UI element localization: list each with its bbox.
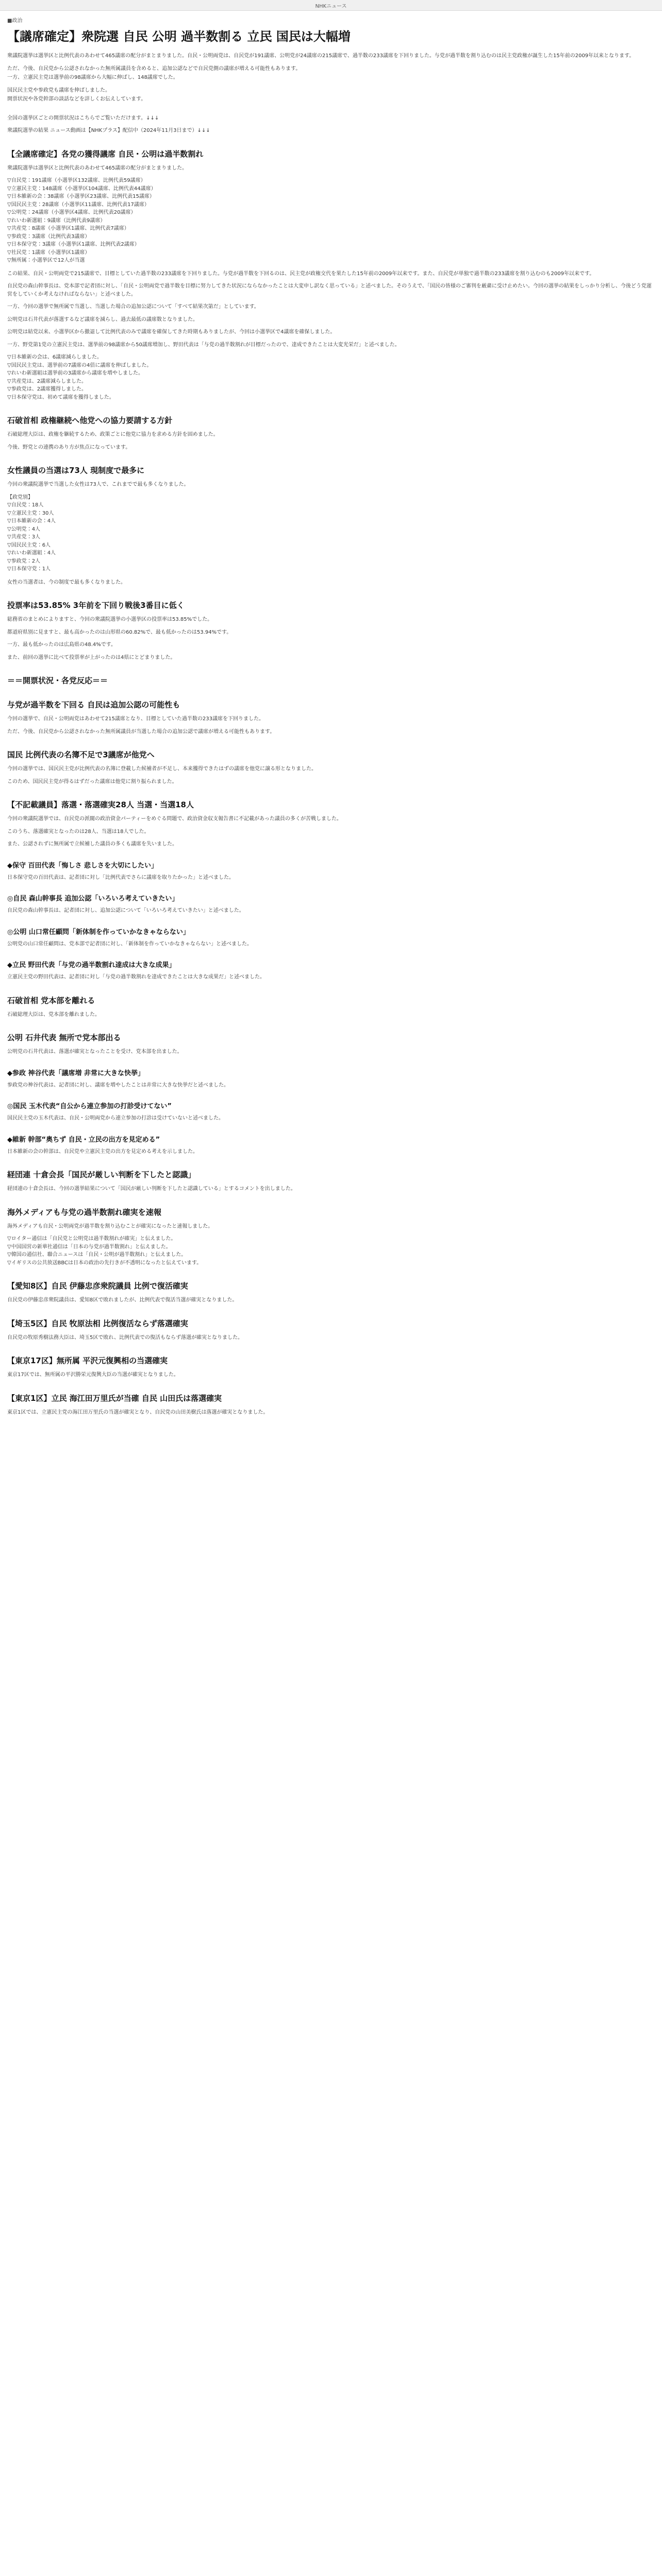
- women-list-item: ▽自民党：18人: [7, 502, 44, 509]
- women-list-item: ▽れいわ新選組：4人: [7, 550, 56, 556]
- quote-text: 立憲民主党の野田代表は、記者団に対し「与党の過半数割れを達成できたことは大きな成果だ」と述べました。: [7, 974, 265, 980]
- list-label: 【政党別】: [7, 494, 33, 500]
- section-paragraph: このうち、落選確実となったのは28人、当選は18人でした。: [7, 828, 150, 835]
- quote-title: ◆維新 幹部“奥ちず 自民・立民の出方を見定める”: [7, 1136, 160, 1144]
- quote-text: 公明党の山口常任顧問は、党本部で記者団に対し、「新体制を作っていかなきゃならない」と述べました。: [7, 941, 252, 947]
- seat-list-item: ▽日本保守党：3議席（小選挙区1議席、比例代表2議席）: [7, 242, 140, 248]
- district-text: 自民党の牧原秀樹法務大臣は、埼玉5区で敗れ、比例代表での復活もならず落選が確実となりました。: [7, 1334, 243, 1341]
- section-paragraph: 今回の選挙では、国民民主党が比例代表の名簿に登載した候補者が不足し、本来獲得できたはずの議席を他党に譲る形となりました。: [7, 766, 317, 772]
- category-label: ■政治: [7, 18, 23, 24]
- lead-paragraph: 開票状況や各党幹部の談話などを詳しくお伝えしています。: [7, 96, 146, 103]
- article: [0, 11, 662, 1442]
- site-title: NHKニュース: [315, 4, 347, 9]
- party-change-item: ▽共産党は、2議席減らしました。: [7, 378, 87, 384]
- women-list-item: ▽日本維新の会：4人: [7, 518, 56, 524]
- section-title: 石破首相 党本部を離れる: [7, 995, 95, 1005]
- section-paragraph: 今回の衆議院選挙では、自民党の派閥の政治資金パーティーをめぐる問題で、政治資金収支報告書に不記載があった議員の多くが苦戦しました。: [7, 816, 342, 822]
- seat-list-item: ▽公明党：24議席（小選挙区4議席、比例代表20議席）: [7, 210, 136, 216]
- quote-title: ◎国民 玉木代表“自公から連立参加の打診受けてない”: [7, 1103, 172, 1111]
- seat-list-item: ▽自民党：191議席（小選挙区132議席、比例代表59議席）: [7, 178, 146, 184]
- section-paragraph: また、前回の選挙に比べて投票率が上がったのは4県にとどまりました。: [7, 654, 176, 660]
- divider-title: ＝＝開票状況・各党反応＝＝: [7, 676, 108, 686]
- party-change-item: ▽国民民主党は、選挙前の7議席の4倍に議席を伸ばしました。: [7, 362, 152, 368]
- section-title: 公明 石井代表 無所で党本部出る: [7, 1033, 121, 1043]
- section-paragraph: 自民党の森山幹事長は、党本部で記者団に対し、「自民・公明両党で過半数を目標に努力してきた状況にならなかったことは大変申し訳なく思っている」と述べました。そのうえで、「国民の皆様のご審判を厳粛に受け止めたい。今回の選挙の結果をしっかり分析し、今後どう党運営をしていくか考えなければならない」と述べました。: [7, 283, 652, 297]
- district-title: 【東京1区】立民 海江田万里氏が当確 自民 山田氏は落選確実: [7, 1393, 222, 1403]
- section-paragraph: ただ、今後、自民党から公認されなかった無所属議員が当選した場合の追加公認で議席が増える可能性もあります。: [7, 728, 275, 735]
- quote-title: ◆参政 神谷代表「議席増 非常に大きな快挙」: [7, 1069, 145, 1077]
- section-paragraph: 総務省のまとめによりますと、今回の衆議院選挙の小選挙区の投票率は53.85%でした。: [7, 617, 213, 623]
- district-title: 【埼玉5区】自民 牧原法相 比例復活ならず落選確実: [7, 1318, 188, 1328]
- district-text: 東京1区では、立憲民主党の海江田万里氏の当選が確実となり、自民党の山田美樹氏は落選が確実となりました。: [7, 1409, 269, 1415]
- section-title: 海外メディアも与党の過半数割れ確実を速報: [7, 1207, 161, 1217]
- seat-list: [7, 177, 655, 265]
- party-change-item: ▽日本維新の会は、6議席減らしました。: [7, 354, 103, 361]
- lead-paragraph: 衆議院選挙は選挙区と比例代表のあわせて465議席の配分がまとまりました。自民・公明両党は、自民党が191議席、公明党が24議席の215議席で、過半数の233議席を下回りました。与党が過半数を割り込むのは民主党政権が誕生した15年前の2009年以来となります。: [7, 53, 635, 59]
- seat-list-item: ▽社民党：1議席（小選挙区1議席）: [7, 249, 90, 256]
- quote-text: 日本維新の会の幹部は、自民党や立憲民主党の出方を見定める考えを示しました。: [7, 1148, 198, 1155]
- section-paragraph: 今回の選挙で、自民・公明両党はあわせて215議席となり、目標としていた過半数の233議席を下回りました。: [7, 716, 264, 722]
- quote-title: ◎公明 山口常任顧問「新体制を作っていかなきゃならない」: [7, 928, 190, 936]
- seat-list-item: ▽れいわ新選組：9議席（比例代表9議席）: [7, 217, 106, 224]
- foreign-media-item: ▽韓国の通信社、聯合ニュースは「自民・公明が過半数割れ」と伝えました。: [7, 1252, 187, 1258]
- section-paragraph: 衆議院選挙は選挙区と比例代表のあわせて465議席の配分がまとまりました。: [7, 165, 188, 171]
- quote-title: ◎自民 森山幹事長 追加公認「いろいろ考えていきたい」: [7, 895, 179, 903]
- foreign-media-item: ▽イギリスの公共放送BBCは日本の政治の先行きが不透明になったと伝えています。: [7, 1260, 202, 1266]
- section-title: 経団連 十倉会長「国民が厳しい判断を下したと認識」: [7, 1170, 196, 1180]
- women-list-item: ▽国民民主党：6人: [7, 542, 51, 548]
- article-headline: 【議席確定】衆院選 自民 公明 過半数割る 立民 国民は大幅増: [7, 29, 351, 44]
- section-title: 【不記載議員】落選・落選確実28人 当選・当選18人: [7, 800, 194, 810]
- quote-text: 日本保守党の百田代表は、記者団に対し「比例代表でさらに議席を取りたかった」と述べました。: [7, 874, 234, 880]
- women-list-item: ▽参政党：2人: [7, 558, 41, 564]
- seat-list-item: ▽日本維新の会：38議席（小選挙区23議席、比例代表15議席）: [7, 194, 155, 200]
- lead-paragraph: ただ、今後、自民党から公認されなかった無所属議員を含めると、追加公認などで自民党側の議席が増える可能性もあります。: [7, 65, 301, 72]
- quote-title: ◆立民 野田代表「与党の過半数割れ達成は大きな成果」: [7, 961, 176, 970]
- section-title: 投票率は53.85% 3年前を下回り戦後3番目に低く: [7, 601, 185, 611]
- section-paragraph: 今後、野党との連携のあり方が焦点になっています。: [7, 444, 131, 450]
- women-list: [7, 501, 655, 573]
- lead-paragraph: 一方、立憲民主党は選挙前の98議席から大幅に伸ばし、148議席でした。: [7, 75, 178, 81]
- section-title: 石破首相 政権継続へ他党への協力要請する方針: [7, 416, 173, 426]
- party-change-item: ▽参政党は、2議席獲得しました。: [7, 386, 87, 393]
- section-paragraph: 経団連の十倉会長は、今回の選挙結果について「国民が厳しい判断を下したと認識している」とするコメントを出しました。: [7, 1186, 296, 1192]
- section-paragraph: 公明党は石井代表が落選するなど議席を減らし、過去最低の議席数となりました。: [7, 316, 198, 323]
- section-paragraph: 女性の当選者は、今の制度で最も多くなりました。: [7, 579, 126, 585]
- seat-list-item: ▽無所属：小選挙区で12人が当選: [7, 258, 85, 264]
- district-title: 【東京17区】無所属 平沢元復興相の当選確実: [7, 1356, 168, 1366]
- link-text[interactable]: 全国の選挙区ごとの開票状況はこちらでご覧いただけます。↓↓↓: [7, 115, 159, 121]
- section-paragraph: 一方、野党第1党の立憲民主党は、選挙前の98議席から50議席増加し、野田代表は「与党の過半数割れが目標だったので、達成できたことは大変光栄だ」と述べました。: [7, 342, 400, 348]
- seat-list-item: ▽参政党：3議席（比例代表3議席）: [7, 233, 90, 240]
- section-title: 与党が過半数を下回る 自民は追加公認の可能性も: [7, 700, 180, 710]
- quote-text: 国民民主党の玉木代表は、自民・公明両党から連立参加の打診は受けていないと述べました。: [7, 1115, 224, 1122]
- foreign-media-item: ▽ロイター通信は「自民党と公明党は過半数割れが確実」と伝えました。: [7, 1236, 176, 1242]
- women-list-item: ▽日本保守党：1人: [7, 566, 51, 572]
- party-change-list: [7, 353, 655, 401]
- section-paragraph: 一方、今回の選挙で無所属で当選し、当選した場合の追加公認について「すべて結果次第だ」としています。: [7, 304, 259, 310]
- section-paragraph: また、公認されずに無所属で立候補した議員の多くも議席を失いました。: [7, 841, 177, 848]
- section-paragraph: 公明党の石井代表は、落選が確実となったことを受け、党本部を出ました。: [7, 1049, 183, 1055]
- section-paragraph: 今回の衆議院選挙で当選した女性は73人で、これまでで最も多くなりました。: [7, 482, 189, 488]
- foreign-media-item: ▽中国国営の新華社通信は「日本の与党が過半数割れ」と伝えました。: [7, 1244, 171, 1250]
- seat-list-item: ▽国民民主党：28議席（小選挙区11議席、比例代表17議席）: [7, 201, 150, 208]
- district-text: 東京17区では、無所属の平沢勝栄元復興大臣の当選が確実となりました。: [7, 1372, 179, 1378]
- district-text: 自民党の伊藤忠彦衆院議員は、愛知8区で敗れましたが、比例代表で復活当選が確実となりました。: [7, 1297, 238, 1303]
- link-text[interactable]: 衆議院選挙の結果 ニュース動画は【NHKプラス】配信中（2024年11月3日まで）↓↓↓: [7, 128, 210, 134]
- party-change-item: ▽れいわ新選組は選挙前の3議席から議席を増やしました。: [7, 370, 144, 377]
- section-paragraph: 海外メディアも自民・公明両党が過半数を割り込むことが確実になったと速報しました。: [7, 1223, 213, 1229]
- quote-text: 参政党の神谷代表は、記者団に対し、議席を増やしたことは非常に大きな快挙だと述べました。: [7, 1082, 229, 1088]
- section-paragraph: このため、国民民主党が得るはずだった議席は他党に割り振られました。: [7, 778, 177, 785]
- women-list-item: ▽公明党：4人: [7, 526, 41, 532]
- party-change-item: ▽日本保守党は、初めて議席を獲得しました。: [7, 394, 114, 400]
- seat-list-item: ▽共産党：8議席（小選挙区1議席、比例代表7議席）: [7, 226, 129, 232]
- section-paragraph: 公明党は結党以来、小選挙区から撤退して比例代表のみで議席を確保してきた時期もありましたが、今回は小選挙区で4議席を確保しました。: [7, 329, 336, 335]
- lead-paragraph: 国民民主党や参政党も議席を伸ばしました。: [7, 87, 110, 93]
- section-paragraph: この結果、自民・公明両党で215議席で、目標としていた過半数の233議席を下回りました。与党が過半数を下回るのは、民主党が政権交代を果たした15年前の2009年以来です。また、自民党が単独で過半数の233議席を割り込むのも2009年以来です。: [7, 270, 595, 277]
- quote-text: 自民党の森山幹事長は、記者団に対し、追加公認について「いろいろ考えていきたい」と述べました。: [7, 908, 244, 914]
- section-paragraph: 石破総理大臣は、党本部を離れました。: [7, 1011, 100, 1018]
- section-paragraph: 石破総理大臣は、政権を継続するため、政策ごとに他党に協力を求める方針を固めました。: [7, 432, 219, 438]
- women-list-item: ▽共産党：3人: [7, 534, 41, 540]
- women-list-item: ▽立憲民主党：30人: [7, 510, 54, 516]
- section-title: 女性議員の当選は73人 現制度で最多に: [7, 466, 145, 476]
- section-title: 【全議席確定】各党の獲得議席 自民・公明は過半数割れ: [7, 149, 204, 159]
- foreign-media-list: [7, 1235, 655, 1267]
- top-bar: [0, 0, 662, 11]
- seat-list-item: ▽立憲民主党：148議席（小選挙区104議席、比例代表44議席）: [7, 185, 156, 192]
- section-title: 国民 比例代表の名簿不足で3議席が他党へ: [7, 750, 155, 760]
- section-paragraph: 一方、最も低かったのは広島県の48.4%です。: [7, 642, 116, 648]
- section-paragraph: 都道府県別に見ますと、最も高かったのは山形県の60.82%で、最も低かったのは53.94%です。: [7, 629, 232, 635]
- quote-title: ◆保守 百田代表「悔しさ 悲しさを大切にしたい」: [7, 861, 158, 870]
- district-title: 【愛知8区】自民 伊藤忠彦衆院議員 比例で復活確実: [7, 1281, 188, 1291]
